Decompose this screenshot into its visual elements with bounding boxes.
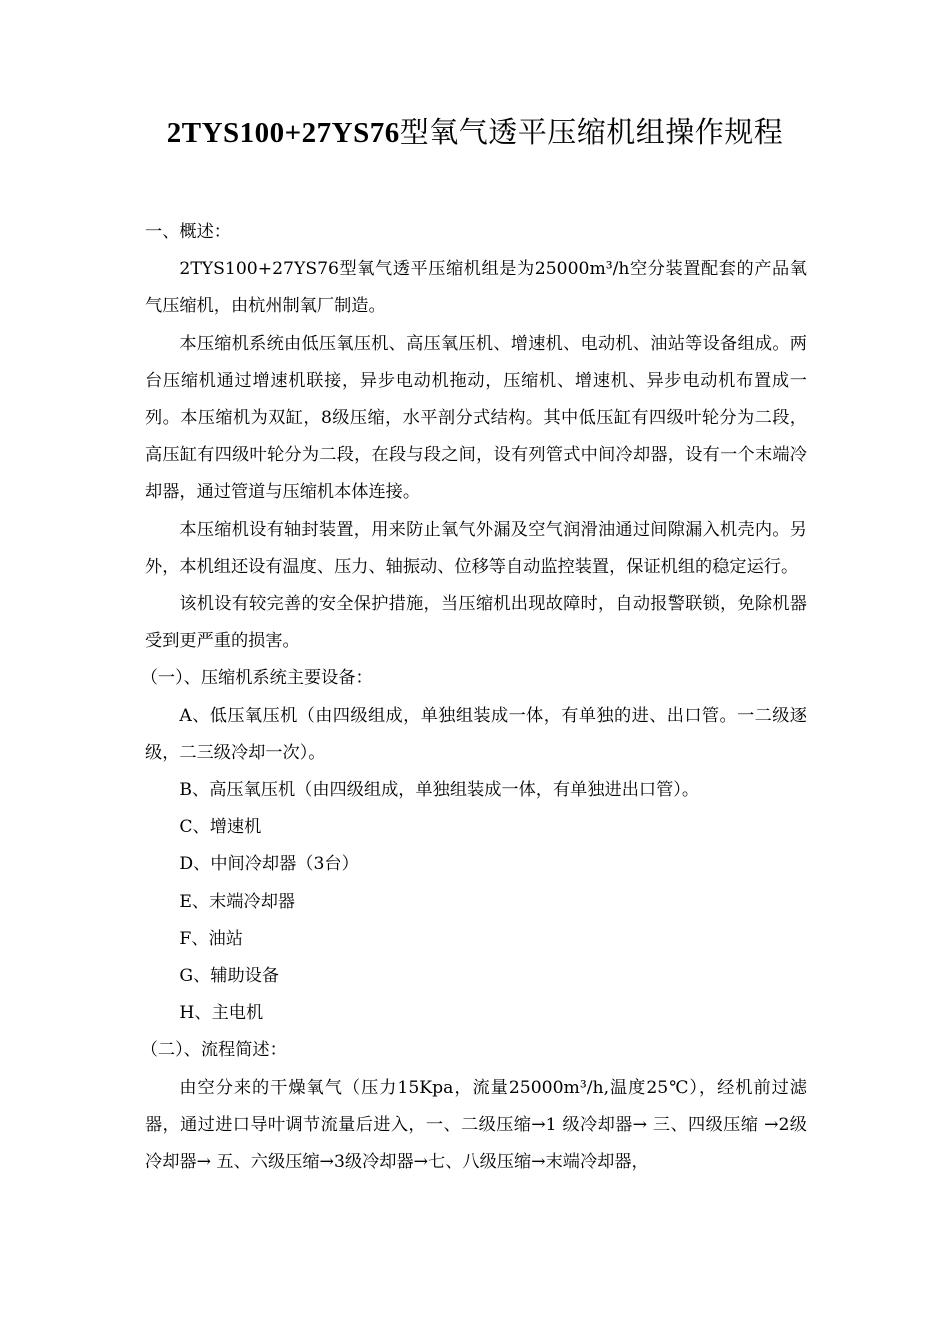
equipment-item-d: D、中间冷却器（3台） — [179, 854, 359, 875]
equipment-item-g: G、辅助设备 — [179, 966, 280, 987]
equipment-item-e: E、末端冷却器 — [179, 891, 296, 912]
overview-paragraph-3: 本压缩机设有轴封装置，用来防止氧气外漏及空气润滑油通过间隙漏入机壳内。另外，本机组还设有温度、压力、轴振动、位移等自动监控装置，保证机组的稳定运行。 — [145, 519, 807, 577]
title-model-code: 2TYS100+27YS76 — [166, 117, 400, 149]
equipment-item-h: H、主电机 — [179, 1003, 264, 1024]
document-body — [140, 214, 807, 1181]
process-heading: （二）、流程简述： — [140, 1040, 287, 1061]
equipment-item-a: A、低压氧压机（由四级组成，单独组装成一体，有单独的进、出口管。一二级逐级，二三级冷却一次）。 — [145, 705, 807, 763]
overview-paragraph-4: 该机设有较完善的安全保护措施，当压缩机出现故障时，自动报警联锁，免除机器受到更严重的损害。 — [145, 594, 807, 652]
overview-paragraph-1: 2TYS100+27YS76型氧气透平压缩机组是为25000m³/h空分装置配套的产品氧气压缩机，由杭州制氧厂制造。 — [145, 259, 807, 317]
equipment-item-f: F、油站 — [179, 928, 243, 949]
overview-paragraph-2: 本压缩机系统由低压氧压机、高压氧压机、增速机、电动机、油站等设备组成。两台压缩机通过增速机联接，异步电动机拖动，压缩机、增速机、异步电动机布置成一列。本压缩机为双缸，8级压缩，水平剖分式结构。其中低压缸有四级叶轮分为二段，高压缸有四级叶轮分为二段，在段与段之间，设有列管式中间冷却器，设有一个末端冷却器，通过管道与压缩机本体连接。 — [145, 333, 807, 503]
equipment-item-b: B、高压氧压机（由四级组成，单独组装成一体，有单独进出口管）。 — [179, 780, 700, 801]
overview-heading: 一、概述： — [145, 222, 231, 242]
title-text: 型氧气透平压缩机组操作规程 — [399, 115, 784, 149]
process-paragraph: 由空分来的干燥氧气（压力15Kpa，流量25000m³/h,温度25℃），经机前过滤器，通过进口导叶调节流量后进入，一、二级压缩→1 级冷却器→ 三、四级压缩 →2级冷却器→ 五、六级压缩→3级冷却器→七、八级压缩→末端冷却器， — [145, 1077, 807, 1173]
equipment-heading: （一）、压缩机系统主要设备： — [140, 668, 373, 689]
equipment-item-c: C、增速机 — [179, 817, 262, 838]
document-title — [0, 110, 950, 155]
